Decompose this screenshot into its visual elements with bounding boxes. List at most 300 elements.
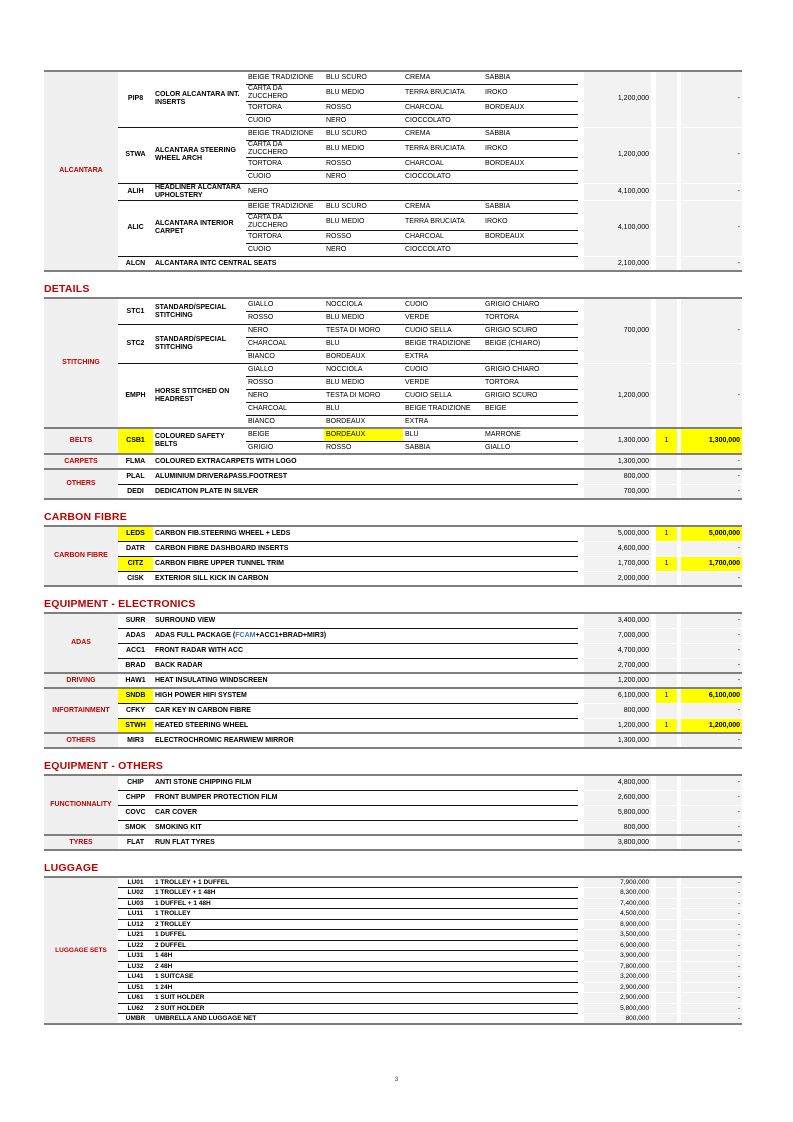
qty-cell: [656, 919, 677, 930]
color-cell: [483, 183, 578, 200]
table-row: [44, 703, 742, 718]
color-cell: TORTORA: [483, 311, 578, 324]
option-code: STC1: [118, 298, 153, 324]
qty-cell: [656, 1003, 677, 1014]
table-row: [44, 71, 742, 84]
price-cell: 800,000: [584, 703, 651, 718]
table-row: [44, 1003, 742, 1014]
price-cell: 2,000,000: [584, 571, 651, 586]
total-cell: -: [681, 183, 742, 200]
qty-cell: [656, 909, 677, 920]
color-cell: BEIGE TRADIZIONE: [403, 337, 483, 350]
option-desc: ALCANTARA INTERIOR CARPET: [153, 200, 246, 256]
qty-cell: [656, 643, 677, 658]
option-desc: FRONT RADAR WITH ACC: [153, 643, 578, 658]
color-cell: CIOCCOLATO: [403, 114, 483, 127]
option-desc: 1 DUFFEL + 1 48H: [153, 898, 578, 909]
color-cell: BORDEAUX: [483, 157, 578, 170]
color-cell: [483, 243, 578, 256]
qty-cell: [656, 183, 677, 200]
table-row: [44, 200, 742, 213]
table-row: [44, 469, 742, 484]
color-cell: NERO: [324, 243, 403, 256]
option-code: LU31: [118, 951, 153, 962]
table-row: [44, 919, 742, 930]
qty-cell: [656, 256, 677, 271]
options-table: [44, 70, 742, 272]
table-row: [44, 820, 742, 835]
option-code: ADAS: [118, 628, 153, 643]
table-row: [44, 556, 742, 571]
total-cell: -: [681, 703, 742, 718]
table-row: [44, 688, 742, 703]
color-cell: ROSSO: [324, 441, 403, 454]
option-desc: 1 SUIT HOLDER: [153, 993, 578, 1004]
option-code: FLAT: [118, 835, 153, 850]
total-cell: 1,700,000: [681, 556, 742, 571]
table-row: [44, 183, 742, 200]
color-cell: [483, 350, 578, 363]
total-cell: -: [681, 940, 742, 951]
option-desc: 2 DUFFEL: [153, 940, 578, 951]
price-cell: 2,900,000: [584, 982, 651, 993]
option-code: CSB1: [118, 428, 153, 454]
total-cell: -: [681, 805, 742, 820]
qty-cell: [656, 790, 677, 805]
qty-cell: [656, 454, 677, 469]
option-code: STWH: [118, 718, 153, 733]
table-row: [44, 718, 742, 733]
option-code: STC2: [118, 324, 153, 363]
category-cell: OTHERS: [44, 469, 118, 499]
qty-cell: [656, 469, 677, 484]
price-cell: 8,900,000: [584, 919, 651, 930]
total-cell: -: [681, 888, 742, 899]
price-cell: 1,200,000: [584, 363, 651, 428]
category-cell: OTHERS: [44, 733, 118, 748]
option-code: LU03: [118, 898, 153, 909]
option-code: ACC1: [118, 643, 153, 658]
table-row: [44, 363, 742, 376]
total-cell: -: [681, 363, 742, 428]
qty-cell: [656, 673, 677, 688]
total-cell: 1,200,000: [681, 718, 742, 733]
color-cell: CHARCOAL: [246, 402, 324, 415]
color-cell: CIOCCOLATO: [403, 170, 483, 183]
price-cell: 1,300,000: [584, 428, 651, 454]
table-row: [44, 940, 742, 951]
price-cell: 700,000: [584, 484, 651, 499]
option-code: ALIH: [118, 183, 153, 200]
option-desc: DEDICATION PLATE IN SILVER: [153, 484, 578, 499]
option-desc: HIGH POWER HIFI SYSTEM: [153, 688, 578, 703]
qty-cell: [656, 200, 677, 256]
total-cell: -: [681, 982, 742, 993]
total-cell: -: [681, 877, 742, 888]
price-cell: 7,000,000: [584, 628, 651, 643]
color-cell: CARTA DA ZUCCHERO: [246, 140, 324, 157]
color-cell: CARTA DA ZUCCHERO: [246, 84, 324, 101]
color-cell: TERRA BRUCIATA: [403, 84, 483, 101]
color-cell: BEIGE TRADIZIONE: [403, 402, 483, 415]
table-row: [44, 961, 742, 972]
qty-cell: [656, 835, 677, 850]
color-cell: GRIGIO SCURO: [483, 324, 578, 337]
total-cell: -: [681, 484, 742, 499]
table-row: [44, 673, 742, 688]
table-row: [44, 790, 742, 805]
color-cell: CHARCOAL: [246, 337, 324, 350]
option-code: ALCN: [118, 256, 153, 271]
table-row: [44, 835, 742, 850]
option-code: STWA: [118, 127, 153, 183]
category-cell: DRIVING: [44, 673, 118, 688]
option-code: SMOK: [118, 820, 153, 835]
color-cell: GRIGIO CHIARO: [483, 363, 578, 376]
price-cell: 5,800,000: [584, 805, 651, 820]
total-cell: -: [681, 961, 742, 972]
price-cell: 1,700,000: [584, 556, 651, 571]
option-code: LU02: [118, 888, 153, 899]
qty-cell: [656, 940, 677, 951]
color-cell: BORDEAUX: [324, 350, 403, 363]
price-cell: 3,400,000: [584, 613, 651, 628]
color-cell: BLU SCURO: [324, 71, 403, 84]
price-cell: 4,700,000: [584, 643, 651, 658]
color-cell: TORTORA: [246, 101, 324, 114]
option-code: EMPH: [118, 363, 153, 428]
color-cell: BEIGE TRADIZIONE: [246, 71, 324, 84]
table-row: [44, 930, 742, 941]
total-cell: -: [681, 643, 742, 658]
section-title: EQUIPMENT - OTHERS: [44, 760, 164, 773]
qty-cell: [656, 127, 677, 183]
total-cell: -: [681, 909, 742, 920]
color-cell: GIALLO: [246, 298, 324, 311]
qty-cell: [656, 888, 677, 899]
color-cell: [324, 183, 403, 200]
price-cell: 6,100,000: [584, 688, 651, 703]
option-desc: CAR KEY IN CARBON FIBRE: [153, 703, 578, 718]
price-cell: 1,200,000: [584, 718, 651, 733]
total-cell: -: [681, 200, 742, 256]
color-cell: NERO: [246, 389, 324, 402]
total-cell: -: [681, 571, 742, 586]
price-cell: 5,800,000: [584, 1003, 651, 1014]
option-desc: 1 TROLLEY + 1 DUFFEL: [153, 877, 578, 888]
price-cell: 700,000: [584, 298, 651, 363]
option-desc: HORSE STITCHED ON HEADREST: [153, 363, 246, 428]
table-row: [44, 613, 742, 628]
option-code: PLAL: [118, 469, 153, 484]
price-cell: 1,200,000: [584, 673, 651, 688]
color-cell: [403, 183, 483, 200]
options-table: [44, 612, 742, 749]
color-cell: EXTRA: [403, 415, 483, 428]
option-code: LU11: [118, 909, 153, 920]
color-cell: IROKO: [483, 84, 578, 101]
qty-cell: [656, 571, 677, 586]
price-cell: 4,800,000: [584, 775, 651, 790]
color-cell: SABBIA: [483, 200, 578, 213]
color-cell: BORDEAUX: [324, 415, 403, 428]
option-desc: 1 TROLLEY + 1 48H: [153, 888, 578, 899]
total-cell: -: [681, 775, 742, 790]
color-cell: [483, 170, 578, 183]
color-cell: TESTA DI MORO: [324, 389, 403, 402]
option-desc: STANDARD/SPECIAL STITCHING: [153, 324, 246, 363]
option-desc: 1 48H: [153, 951, 578, 962]
desc-part: +ACC1+BRAD+MIR3): [255, 631, 327, 639]
color-cell: SABBIA: [403, 441, 483, 454]
option-desc: 1 TROLLEY: [153, 909, 578, 920]
color-cell: TORTORA: [246, 157, 324, 170]
option-code: HAW1: [118, 673, 153, 688]
option-desc: FRONT BUMPER PROTECTION FILM: [153, 790, 578, 805]
price-cell: 5,000,000: [584, 526, 651, 541]
price-cell: 3,900,000: [584, 951, 651, 962]
total-cell: -: [681, 71, 742, 127]
option-code: BRAD: [118, 658, 153, 673]
color-cell: TORTORA: [246, 230, 324, 243]
price-cell: 2,600,000: [584, 790, 651, 805]
price-cell: 800,000: [584, 469, 651, 484]
option-code: FLMA: [118, 454, 153, 469]
color-cell: CHARCOAL: [403, 230, 483, 243]
qty-cell: 1: [656, 688, 677, 703]
option-code: CFKY: [118, 703, 153, 718]
color-cell: BORDEAUX: [483, 101, 578, 114]
options-table: [44, 297, 742, 500]
qty-cell: [656, 961, 677, 972]
color-cell: GRIGIO CHIARO: [483, 298, 578, 311]
option-desc: RUN FLAT TYRES: [153, 835, 578, 850]
desc-part: FCAM: [235, 631, 256, 639]
total-cell: -: [681, 733, 742, 748]
total-cell: -: [681, 835, 742, 850]
total-cell: -: [681, 790, 742, 805]
total-cell: -: [681, 298, 742, 363]
qty-cell: 1: [656, 428, 677, 454]
option-code: DATR: [118, 541, 153, 556]
option-desc: 1 SUITCASE: [153, 972, 578, 983]
category-cell: BELTS: [44, 428, 118, 454]
color-cell: ROSSO: [324, 230, 403, 243]
option-desc: COLOURED SAFETY BELTS: [153, 428, 246, 454]
option-code: CISK: [118, 571, 153, 586]
table-row: [44, 628, 742, 643]
total-cell: -: [681, 820, 742, 835]
table-row: [44, 951, 742, 962]
color-cell: GRIGIO SCURO: [483, 389, 578, 402]
qty-cell: [656, 703, 677, 718]
option-code: LU21: [118, 930, 153, 941]
option-code: LEDS: [118, 526, 153, 541]
total-cell: -: [681, 972, 742, 983]
color-cell: EXTRA: [403, 350, 483, 363]
color-cell: ROSSO: [246, 376, 324, 389]
price-cell: 3,500,000: [584, 930, 651, 941]
color-cell: GIALLO: [246, 363, 324, 376]
price-cell: 6,900,000: [584, 940, 651, 951]
qty-cell: [656, 993, 677, 1004]
total-cell: -: [681, 613, 742, 628]
color-cell: CHARCOAL: [403, 157, 483, 170]
color-cell: NERO: [246, 183, 324, 200]
options-price-list: [44, 70, 742, 1025]
category-cell: FUNCTIONNALITY: [44, 775, 118, 835]
color-cell: CIOCCOLATO: [403, 243, 483, 256]
color-cell: TESTA DI MORO: [324, 324, 403, 337]
color-cell: CREMA: [403, 200, 483, 213]
price-cell: 7,800,000: [584, 961, 651, 972]
color-cell: IROKO: [483, 213, 578, 230]
total-cell: -: [681, 993, 742, 1004]
color-cell: BIANCO: [246, 350, 324, 363]
category-cell: CARBON FIBRE: [44, 526, 118, 586]
option-desc: ALCANTARA INTC CENTRAL SEATS: [153, 256, 578, 271]
qty-cell: [656, 733, 677, 748]
color-cell: BIANCO: [246, 415, 324, 428]
option-desc: ALUMINIUM DRIVER&PASS.FOOTREST: [153, 469, 578, 484]
color-cell: BEIGE (CHIARO): [483, 337, 578, 350]
option-desc: ELECTROCHROMIC REARWIEW MIRROR: [153, 733, 578, 748]
price-cell: 4,500,000: [584, 909, 651, 920]
total-cell: -: [681, 454, 742, 469]
section-title: CARBON FIBRE: [44, 511, 127, 524]
price-cell: 2,700,000: [584, 658, 651, 673]
color-cell: MARRONE: [483, 428, 578, 441]
option-code: SNDB: [118, 688, 153, 703]
total-cell: -: [681, 541, 742, 556]
option-desc: ALCANTARA STEERING WHEEL ARCH: [153, 127, 246, 183]
color-cell: IROKO: [483, 140, 578, 157]
color-cell: ROSSO: [324, 101, 403, 114]
price-cell: 4,100,000: [584, 183, 651, 200]
qty-cell: [656, 484, 677, 499]
color-cell: CUOIO: [246, 170, 324, 183]
option-code: LU62: [118, 1003, 153, 1014]
color-cell: SABBIA: [483, 71, 578, 84]
price-cell: 1,200,000: [584, 71, 651, 127]
option-desc: 1 DUFFEL: [153, 930, 578, 941]
price-cell: 800,000: [584, 1014, 651, 1025]
total-cell: -: [681, 127, 742, 183]
option-code: LU41: [118, 972, 153, 983]
color-cell: CREMA: [403, 127, 483, 140]
total-cell: 1,300,000: [681, 428, 742, 454]
category-cell: LUGGAGE SETS: [44, 877, 118, 1024]
color-cell: BEIGE TRADIZIONE: [246, 200, 324, 213]
option-desc: HEATED STEERING WHEEL: [153, 718, 578, 733]
color-cell: VERDE: [403, 376, 483, 389]
total-cell: 5,000,000: [681, 526, 742, 541]
table-row: [44, 909, 742, 920]
qty-cell: [656, 613, 677, 628]
qty-cell: [656, 805, 677, 820]
table-row: [44, 982, 742, 993]
color-cell: CUOIO: [403, 363, 483, 376]
option-code: LU12: [118, 919, 153, 930]
option-code: LU22: [118, 940, 153, 951]
color-cell: TERRA BRUCIATA: [403, 213, 483, 230]
qty-cell: [656, 951, 677, 962]
color-cell: BLU MEDIO: [324, 311, 403, 324]
color-cell: [483, 415, 578, 428]
total-cell: -: [681, 628, 742, 643]
section-title: EQUIPMENT - ELECTRONICS: [44, 598, 196, 611]
qty-cell: [656, 658, 677, 673]
total-cell: -: [681, 673, 742, 688]
option-code: MIR3: [118, 733, 153, 748]
option-code: ALIC: [118, 200, 153, 256]
total-cell: -: [681, 1014, 742, 1025]
table-row: [44, 428, 742, 441]
color-cell: CUOIO SELLA: [403, 389, 483, 402]
table-row: [44, 454, 742, 469]
option-desc: COLOURED EXTRACARPETS WITH LOGO: [153, 454, 578, 469]
option-desc: 2 48H: [153, 961, 578, 972]
color-cell: BLU: [324, 337, 403, 350]
options-table: [44, 876, 742, 1025]
qty-cell: [656, 298, 677, 363]
price-cell: 1,200,000: [584, 127, 651, 183]
color-cell: CUOIO: [246, 243, 324, 256]
qty-cell: [656, 363, 677, 428]
total-cell: -: [681, 658, 742, 673]
option-desc: STANDARD/SPECIAL STITCHING: [153, 298, 246, 324]
qty-cell: [656, 982, 677, 993]
option-code: CHPP: [118, 790, 153, 805]
color-cell: TERRA BRUCIATA: [403, 140, 483, 157]
table-row: [44, 733, 742, 748]
option-code: LU51: [118, 982, 153, 993]
qty-cell: 1: [656, 718, 677, 733]
section-title: LUGGAGE: [44, 862, 99, 875]
option-code: PIP8: [118, 71, 153, 127]
total-cell: -: [681, 930, 742, 941]
price-cell: 1,300,000: [584, 454, 651, 469]
price-cell: 7,400,000: [584, 898, 651, 909]
option-desc: CAR COVER: [153, 805, 578, 820]
qty-cell: 1: [656, 526, 677, 541]
table-row: [44, 571, 742, 586]
option-desc: SURROUND VIEW: [153, 613, 578, 628]
color-cell: ROSSO: [324, 157, 403, 170]
option-desc: BACK RADAR: [153, 658, 578, 673]
table-row: [44, 898, 742, 909]
total-cell: -: [681, 951, 742, 962]
option-desc: COLOR ALCANTARA INT. INSERTS: [153, 71, 246, 127]
color-cell: NOCCIOLA: [324, 298, 403, 311]
color-cell: BLU: [403, 428, 483, 441]
color-cell: VERDE: [403, 311, 483, 324]
qty-cell: [656, 820, 677, 835]
qty-cell: [656, 775, 677, 790]
option-code: COVC: [118, 805, 153, 820]
color-cell: GIALLO: [483, 441, 578, 454]
option-desc: ANTI STONE CHIPPING FILM: [153, 775, 578, 790]
table-row: [44, 805, 742, 820]
color-cell: CREMA: [403, 71, 483, 84]
table-row: [44, 643, 742, 658]
option-desc: UMBRELLA AND LUGGAGE NET: [153, 1014, 578, 1025]
table-row: [44, 256, 742, 271]
total-cell: -: [681, 898, 742, 909]
qty-cell: [656, 71, 677, 127]
options-table: [44, 525, 742, 587]
total-cell: -: [681, 919, 742, 930]
